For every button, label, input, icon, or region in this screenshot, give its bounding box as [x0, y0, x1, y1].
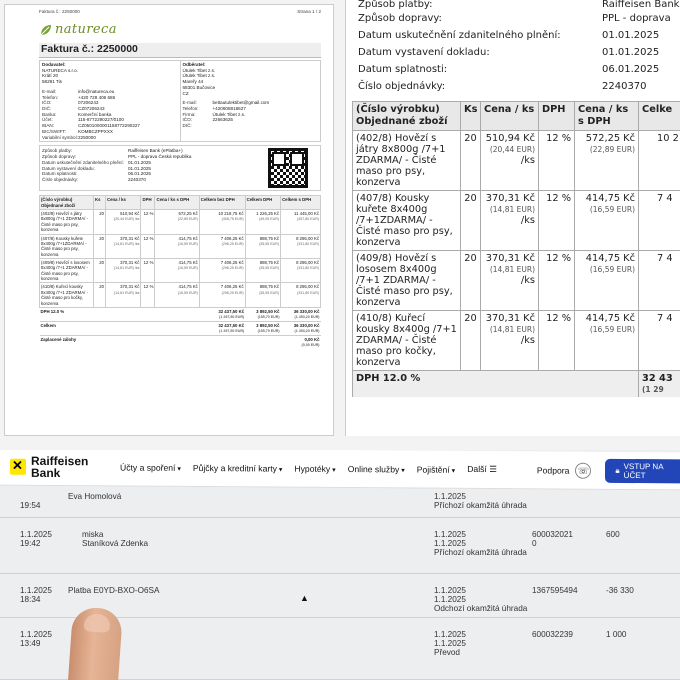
tx-name: Platba E0YD-BXO-O6SA — [68, 586, 160, 595]
zoom-col-qty: Ks — [461, 102, 481, 131]
table-row: (409/8) Hovězí s lososem 8x400g /7+1 ZDARMA/ - Čisté maso pro psy, konzerva 20 370,31 Kč (14,81 EUR) /ks 12 % 414,75 Kč (16,59 EUR) 7 4 — [353, 251, 680, 311]
col-vat-total: Celkem DPH — [245, 196, 280, 210]
supplier-dic-row: DIČ: CZ07206243 — [42, 106, 105, 111]
menu-mortgages[interactable]: Hypotéky ▾ — [294, 463, 335, 473]
item-name: (409/8) Hovězí s lososem 8x400g /7+1 ZDARMA/ - Čisté maso pro psy, konzerva — [356, 253, 453, 309]
supplier-name: NATURECA s.r.o. — [42, 67, 78, 73]
table-row: (407/8) Kousky kuřete 8x400g /7+1ZDARMA/ - Čisté maso pro psy, konzerva 20 370,31 Kč (14,81 EUR) /ks 12 % 414,75 Kč (16,59 EUR) 7 406,25 Kč (296,25 EUR) 888,75 Kč (35,55 EUR) 8 295,00 Kč (331,80 EUR) — [41, 235, 319, 257]
issued-row: Datum vystavení dokladu: 01.01.2025 — [42, 165, 151, 171]
col-qty: Ks — [94, 196, 106, 210]
vat-summary-row: DPH 12.0 % 32 437,50 Kč (1 297,50 EUR) 3 892,50 Kč (155,70 EUR) 36 330,00 Kč (1 453,20 EUR) — [40, 308, 320, 320]
col-gross: Celkem s DPH — [281, 196, 321, 210]
invoice-title: Faktura č.: 2250000 — [39, 43, 321, 58]
item-name: (410/8) Kuřecí kousky 8x400g /7+1 ZDARMA/ - Čisté maso pro kočky, konzerva — [356, 313, 457, 369]
supplier-account-row: Účet: 115-8772290227/0100 — [42, 117, 124, 123]
zoom-info-row: Číslo objednávky: 2240370 — [358, 81, 647, 92]
zoom-info-row: Datum uskutečnění zdanitelného plnění: 01.01.2025 — [358, 30, 660, 41]
tx-time: 18:34 — [20, 595, 41, 604]
lock-icon: 🔒︎ — [615, 465, 620, 475]
customer-name: Útulek Tibet z.s. — [182, 67, 216, 73]
col-price-vat: Cena / ks s DPH — [155, 196, 199, 210]
deposits-row: Zaplacené zálohy 0,00 Kč (0,00 EUR) — [40, 336, 320, 347]
page-number: Strana 1 / 2 — [297, 9, 321, 14]
item-name: (407/8) Kousky kuřete 8x400g /7+1ZDARMA/ - Čisté maso pro psy, konzerva — [356, 193, 453, 249]
tx-time: 19:54 — [20, 501, 41, 510]
col-net: Celkem bez DPH — [199, 196, 245, 210]
tx-amount: -36 330 — [606, 586, 634, 595]
tx-account: 1367595494 — [532, 586, 578, 595]
zoom-info-row: Datum vystavení dokladu: 01.01.2025 — [358, 47, 660, 58]
supplier-address2: 58291 Tis — [42, 79, 62, 85]
zoom-vat-row: DPH 12.0 % 32 43 (1 29 — [353, 371, 680, 398]
table-row: (410/8) Kuřecí kousky 8x400g /7+1 ZDARMA/ - Čisté maso pro kočky, konzerva 20 370,31 Kč (14,81 EUR) /ks 12 % 414,75 Kč (16,59 EUR) 7 4 — [353, 311, 680, 371]
col-vat: DPH — [141, 196, 155, 210]
item-name: (410/8) Kuřecí kousky 8x400g /7+1 ZDARMA/ - Čisté maso pro kočky, konzerva — [41, 284, 88, 306]
menu-loans[interactable]: Půjčky a kreditní karty ▾ — [193, 462, 283, 473]
tx-type: Převod — [434, 648, 460, 657]
tx-date: 1.1.2025 — [20, 630, 52, 639]
tx-type: Odchozí okamžitá úhrada — [434, 604, 528, 613]
supplier-block — [40, 61, 180, 142]
zoom-items-table — [352, 101, 680, 397]
tx-date2: 1.1.2025 — [434, 492, 466, 501]
tx-name: Eva Homolová — [68, 492, 122, 501]
menu-insurance[interactable]: Pojištění ▾ — [417, 464, 455, 474]
tx-date3: 1.1.2025 — [434, 639, 466, 648]
tx-time: 13:49 — [20, 639, 41, 648]
item-name: (402/8) Hovězí s játry 8x800g /7+1 ZDARMA/ - Čisté maso pro psy, konzerva — [41, 211, 88, 233]
tx-amount: 1 000 — [606, 630, 627, 639]
supplier-ico-row: IČO: 07206243 — [42, 100, 99, 106]
tx-date: 1.1.2025 — [20, 586, 52, 595]
order-row: Číslo objednávky: 2240370 — [42, 177, 146, 183]
invoice-doc-ref: Faktura č.: 2250000 — [39, 9, 80, 14]
customer-address1: Mareřy 44 — [182, 79, 204, 85]
transaction-row[interactable] — [0, 518, 680, 574]
duzp-row: Datum uskutečnění zdanitelného plnění: 01.01.2025 — [42, 159, 151, 165]
customer-address2: 68301 Bučovice — [182, 84, 216, 90]
payment-block — [39, 145, 321, 191]
transaction-row[interactable] — [0, 488, 680, 518]
zoom-header-row — [353, 102, 680, 131]
table-row: (402/8) Hovězí s játry 8x800g /7+1 ZDARMA/ - Čisté maso pro psy, konzerva 20 510,94 Kč (20,44 EUR) /ks 12 % 572,25 Kč (22,89 EUR) 10 218,75 Kč (408,75 EUR) 1 226,25 Kč (49,05 EUR) 11 445,00 Kč (457,80 EUR) — [41, 211, 319, 233]
table-row: (402/8) Hovězí s játry 8x800g /7+1 ZDARMA/ - Čisté maso pro psy, konzerva 20 510,94 Kč (20,44 EUR) /ks 12 % 572,25 Kč (22,89 EUR) 10 2 — [353, 131, 680, 191]
payment-method-row: Způsob platby: Raiffeisen Bank (ePlatba+) — [42, 148, 183, 154]
table-header-row — [40, 196, 321, 210]
table-row: (410/8) Kuřecí kousky 8x400g /7+1 ZDARMA/ - Čisté maso pro kočky, konzerva 20 370,31 Kč (14,81 EUR) /ks 12 % 414,75 Kč (16,59 EUR) 7 406,25 Kč (296,25 EUR) 888,75 Kč (35,55 EUR) 8 295,00 Kč (331,80 EUR) — [41, 284, 319, 306]
tx-account: 600032021 — [532, 530, 573, 539]
tx-date2: 1.1.2025 — [434, 630, 466, 639]
natureca-logo — [39, 19, 321, 41]
customer-block — [180, 61, 321, 142]
supplier-iban-row: IBAN: CZ0501000001158772290227 — [42, 123, 140, 129]
tx-time: 19:42 — [20, 539, 41, 548]
menu-online[interactable]: Online služby ▾ — [348, 464, 405, 474]
zoom-info-block — [346, 0, 680, 95]
invoice-items-table — [39, 195, 321, 348]
hamburger-icon: ☰ — [489, 464, 497, 475]
table-row: (407/8) Kousky kuřete 8x400g /7+1ZDARMA/ - Čisté maso pro psy, konzerva 20 370,31 Kč (14,81 EUR) /ks 12 % 414,75 Kč (16,59 EUR) 7 4 — [353, 191, 680, 251]
invoice-page-panel — [4, 4, 334, 436]
phone-icon[interactable]: ☏ — [575, 462, 591, 478]
customer-name2: Útulek Tibet z.s. — [182, 73, 216, 79]
invoice-page-header — [39, 9, 321, 15]
raiffeisen-logo[interactable] — [10, 454, 120, 479]
tx-date3: 1.1.2025 — [434, 595, 466, 604]
zoom-info-row: Datum splatnosti: 06.01.2025 — [358, 64, 660, 75]
customer-email-row: E-mail: bettautulektibet@gmail.com — [182, 100, 270, 106]
bank-statement-panel — [0, 450, 680, 680]
customer-phone-row: Telefon: +420608818627 — [182, 106, 246, 111]
login-button[interactable]: 🔒︎ VSTUP NA ÚČET — [605, 458, 680, 483]
zoom-col-price-vat: Cena / ks s DPH — [575, 102, 639, 131]
menu-more[interactable]: Další ☰ — [467, 463, 497, 475]
mouse-cursor-icon: ▲ — [300, 593, 309, 603]
zoom-col-total-cut: Celke — [639, 102, 680, 131]
item-name: (407/8) Kousky kuřete 8x400g /7+1ZDARMA/ - Čisté maso pro psy, konzerva — [41, 235, 87, 257]
customer-company-row: Firma: Útulek Tibet z.s. — [182, 111, 246, 117]
customer-heading: Odběratel: — [182, 61, 206, 67]
table-row: (409/8) Hovězí s lososem 8x400g /7+1 ZDARMA/ - Čisté maso pro psy, konzerva 20 370,31 Kč (14,81 EUR) /ks 12 % 414,75 Kč (16,59 EUR) 7 406,25 Kč (296,25 EUR) 888,75 Kč (35,55 EUR) 8 295,00 Kč (331,80 EUR) — [41, 260, 319, 282]
item-name: (402/8) Hovězí s játry 8x800g /7+1 ZDARMA/ - Čisté maso pro psy, konzerva — [356, 133, 446, 189]
tx-name2: Staníková Zdenka — [82, 539, 148, 548]
customer-country: CZ — [182, 90, 189, 96]
main-menu — [120, 461, 497, 475]
col-price: Cena / ks — [106, 196, 141, 210]
support-link[interactable]: Podpora — [536, 464, 570, 476]
shipping-row: Způsob dopravy: PPL - doprava Česká republika — [42, 154, 192, 160]
qr-code-icon — [268, 148, 308, 188]
zoom-col-item: (Číslo výrobku) Objednané zboží — [353, 102, 461, 131]
invoice-zoom-panel — [345, 0, 680, 436]
tx-date3: 1.1.2025 — [434, 539, 466, 548]
supplier-vs-row: Variabilní symbol: 2250000 — [42, 134, 96, 140]
zoom-col-vat: DPH — [539, 102, 575, 131]
tx-name: miska — [82, 530, 104, 539]
raiffeisen-cross-icon — [10, 458, 26, 474]
supplier-address1: Krátí 20 — [42, 73, 59, 79]
supplier-swift-row: BIC/SWIFT: KOMBCZPPXXX — [42, 128, 113, 134]
zoom-info-row: Způsob dopravy: PPL - doprava — [358, 13, 671, 24]
zoom-col-price: Cena / ks — [481, 102, 539, 131]
tx-account: 600032239 — [532, 630, 573, 639]
tx-date: 1.1.2025 — [20, 530, 52, 539]
customer-ico-row: IČO: 22663625 — [182, 117, 233, 123]
tx-type: Příchozí okamžitá úhrada — [434, 548, 527, 557]
tx-account2: 0 — [532, 539, 537, 548]
parties-block — [39, 60, 321, 143]
due-row: Datum splatnosti: 06.01.2025 — [42, 171, 151, 177]
menu-accounts[interactable]: Účty a spoření ▾ — [120, 462, 181, 472]
customer-dic-row: DIČ: — [182, 123, 192, 129]
tx-amount: 600 — [606, 530, 620, 539]
tx-type: Příchozí okamžitá úhrada — [434, 501, 527, 510]
total-row: Celkem 32 437,50 Kč (1 297,50 EUR) 3 892,50 Kč (155,70 EUR) 36 330,00 Kč (1 453,20 EUR) — [40, 322, 320, 334]
tx-date2: 1.1.2025 — [434, 586, 466, 595]
supplier-phone-row: Telefon: +420 728 406 686 — [42, 94, 116, 100]
col-item: (Číslo výrobku) Objednané zboží — [40, 196, 94, 210]
item-name: (409/8) Hovězí s lososem 8x400g /7+1 ZDARMA/ - Čisté maso pro psy, konzerva — [41, 260, 90, 282]
tx-date2: 1.1.2025 — [434, 530, 466, 539]
supplier-heading: Dodavatel: — [42, 61, 66, 67]
logo-text: natureca — [55, 21, 117, 37]
brand-line2: Bank — [31, 465, 61, 480]
supplier-bank-row: Banka: Komerční banka — [42, 111, 112, 117]
bank-navbar — [0, 450, 680, 490]
brand-line1: Raiffeisen — [31, 453, 89, 468]
leaf-icon — [39, 23, 53, 37]
zoom-payment-row: Způsob platby: Raiffeisen Bank — [358, 0, 680, 10]
finger-photo — [67, 606, 123, 680]
supplier-email-row: E-mail: info@natureca.eu — [42, 88, 115, 94]
